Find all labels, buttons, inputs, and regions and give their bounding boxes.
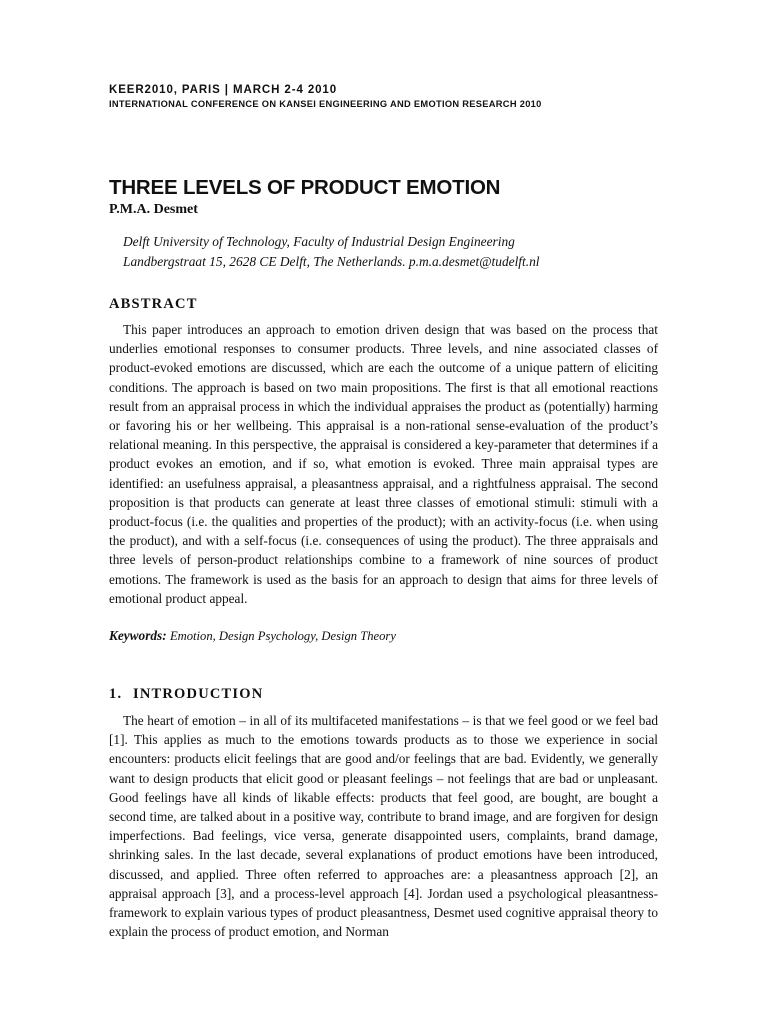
section-title: INTRODUCTION (133, 686, 264, 702)
affiliation-line: Delft University of Technology, Faculty of Industrial Design Engineering (123, 234, 515, 249)
conference-header: KEER2010, PARIS | MARCH 2-4 2010 (109, 84, 338, 96)
introduction-heading (109, 686, 263, 703)
section-number: 1. (109, 686, 123, 702)
conference-subheader: INTERNATIONAL CONFERENCE ON KANSEI ENGINEERING AND EMOTION RESEARCH 2010 (109, 99, 542, 109)
keywords-label: Keywords: (109, 628, 167, 643)
keywords-text: Emotion, Design Psychology, Design Theory (169, 629, 396, 643)
address-line: Landbergstraat 15, 2628 CE Delft, The Netherlands. p.m.a.desmet@tudelft.nl (123, 254, 540, 269)
introduction-text: The heart of emotion – in all of its multifaceted manifestations – is that we feel good or we feel bad [1]. This applies as much to the emotions towards products as to those we experience in social encounters: products elicit feelings that are good and/or feelings that are bad. Evidently, we generally want to design products that elicit good or pleasant feelings – not feelings that are bad or unpleasant. Good feelings have all kinds of likable effects: products that feel good, are bought, are bought a second time, are talked about in a positive way, contribute to brand image, and are forgiven for design imperfections. Bad feelings, vice versa, generate disappointed users, complaints, brand damage, shrinking sales. In the last decade, several explanations of product emotions have been introduced, discussed, and applied. Three often referred to approaches are: a pleasantness approach [2], an appraisal approach [3], and a process-level approach [4]. Jordan used a psychological pleasantness-framework to explain various types of product pleasantness, Desmet used cognitive appraisal theory to explain the process of product emotion, and Norman (109, 713, 658, 940)
paper-title: THREE LEVELS OF PRODUCT EMOTION (109, 176, 501, 199)
author-name: P.M.A. Desmet (109, 202, 198, 217)
abstract-text: This paper introduces an approach to emotion driven design that was based on the process that underlies emotional responses to consumer products. Three levels, and nine associated classes of product-evoked emotions are discussed, which are each the outcome of a unique pattern of eliciting conditions. The approach is based on two main propositions. The first is that all emotional reactions result from an appraisal process in which the individual appraises the product as (potentially) harming or favoring his or her wellbeing. This appraisal is a non-rational sense-evaluation of the product’s relational meaning. In this perspective, the appraisal is considered a key-parameter that determines if a product evokes an emotion, and if so, what emotion is evoked. Three main appraisal types are identified: an usefulness appraisal, a pleasantness appraisal, and a rightfulness appraisal. The second proposition is that products can generate at least three classes of emotional stimuli: stimuli with a product-focus (i.e. the qualities and properties of the product); with an activity-focus (i.e. when using the product), and with a self-focus (i.e. consequences of using the product). The three appraisals and three levels of person-product relationships combine to a framework of nine sources of product emotions. The framework is used as the basis for an approach to design that aims for three levels of emotional product appeal. (109, 322, 658, 606)
keywords-line (109, 628, 396, 644)
abstract-heading: ABSTRACT (109, 296, 198, 312)
